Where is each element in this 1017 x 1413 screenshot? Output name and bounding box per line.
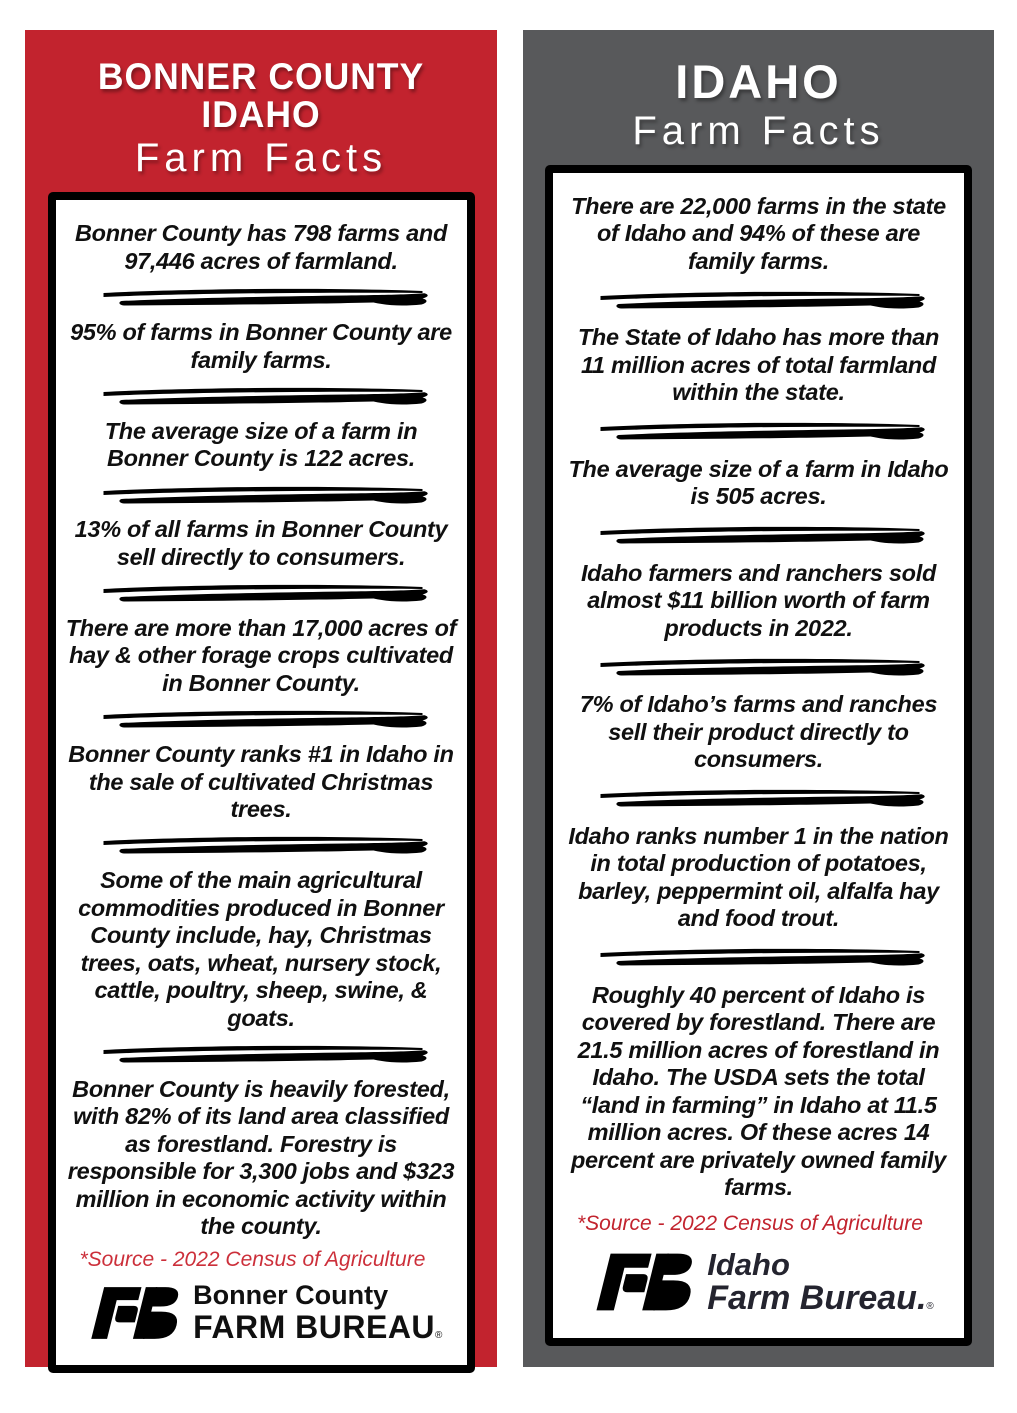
fact-text: The average size of a farm in Bonner County is 122 acres. [104,417,418,472]
fact-text: Bonner County is heavily forested, with 82% of its land area classified as forestland. Forestry is responsible for 3,300 jobs and $323 million in economic activity within the county. [67,1075,455,1240]
scribble-divider-icon [586,945,931,969]
scribble-divider-icon [586,786,931,810]
scribble-divider-icon [89,707,434,731]
fact-text: There are more than 17,000 acres of hay & other forage crops cultivated in Bonner County. [65,614,457,696]
fact-text: The State of Idaho has more than 11 million acres of total farmland within the state. [577,324,940,406]
logo-org-line2: Farm Bureau.® [707,1279,934,1318]
logo-org-line1: Idaho [707,1246,790,1282]
bonner-farm-bureau-logo [66,1282,457,1343]
fact-text: Some of the main agricultural commodities produced in Bonner County include, hay, Christmas trees, oats, wheat, nursery stock, cattle, poultry, sheep, swine, & goats. [78,867,444,1031]
source-note: *Source - 2022 Census of Agriculture [79,1248,426,1272]
bonner-logo-text [193,1282,443,1343]
fact-text: 95% of farms in Bonner County are family farms. [70,319,452,373]
fact-text: 13% of all farms in Bonner County sell directly to consumers. [74,516,448,570]
scribble-divider-icon [89,833,434,857]
fact-text: Roughly 40 percent of Idaho is covered by forestland. There are 21.5 million acres of forestland in Idaho. The USDA sets the total “land in farming” in Idaho at 11.5 million acres. Of these acres 14 percent are privately owned family farms. [570,981,947,1201]
scribble-divider-icon [89,581,434,605]
scribble-divider-icon [89,285,434,309]
fact-text: Idaho farmers and ranchers sold almost $11 billion worth of farm products in 2022. [580,559,937,641]
fact-text: Bonner County has 798 farms and 97,446 acres of farmland. [74,220,447,274]
registered-mark: ® [926,1301,934,1313]
bonner-panel-header [25,30,497,179]
scribble-divider-icon [586,419,931,443]
scribble-divider-icon [586,655,931,679]
idaho-logo-text [707,1246,934,1318]
bonner-county-panel [25,30,497,1367]
farm-bureau-fb-monogram-icon [583,1250,695,1314]
farm-bureau-fb-monogram-icon [79,1284,181,1342]
idaho-farm-bureau-logo [563,1246,954,1318]
fact-text: 7% of Idaho’s farms and ranches sell their product directly to consumers. [579,691,938,773]
fact-text: Idaho ranks number 1 in the nation in total production of potatoes, barley, peppermint oil, alfalfa hay and food trout. [568,822,949,932]
source-note: *Source - 2022 Census of Agriculture [577,1212,923,1236]
idaho-facts-card [545,165,972,1346]
idaho-panel [523,30,994,1367]
bonner-panel-title: BONNER COUNTY IDAHO [97,56,425,135]
logo-org-line1: Bonner County [193,1280,389,1311]
scribble-divider-icon [89,1042,434,1066]
fact-text: The average size of a farm in Idaho is 505 acres. [568,455,949,510]
idaho-panel-title: IDAHO [675,55,842,108]
scribble-divider-icon [586,288,931,312]
bonner-panel-subtitle: Farm Facts [134,136,388,181]
fact-text: Bonner County ranks #1 in Idaho in the sale of cultivated Christmas trees. [68,741,454,823]
registered-mark: ® [435,1329,443,1341]
scribble-divider-icon [89,384,434,408]
idaho-panel-header [523,30,994,152]
fact-text: There are 22,000 farms in the state of Idaho and 94% of these are family farms. [571,192,946,274]
idaho-panel-subtitle: Farm Facts [632,108,885,153]
scribble-divider-icon [89,483,434,507]
bonner-facts-card [48,192,475,1373]
logo-org-line2: FARM BUREAU® [193,1308,443,1345]
scribble-divider-icon [586,523,931,547]
